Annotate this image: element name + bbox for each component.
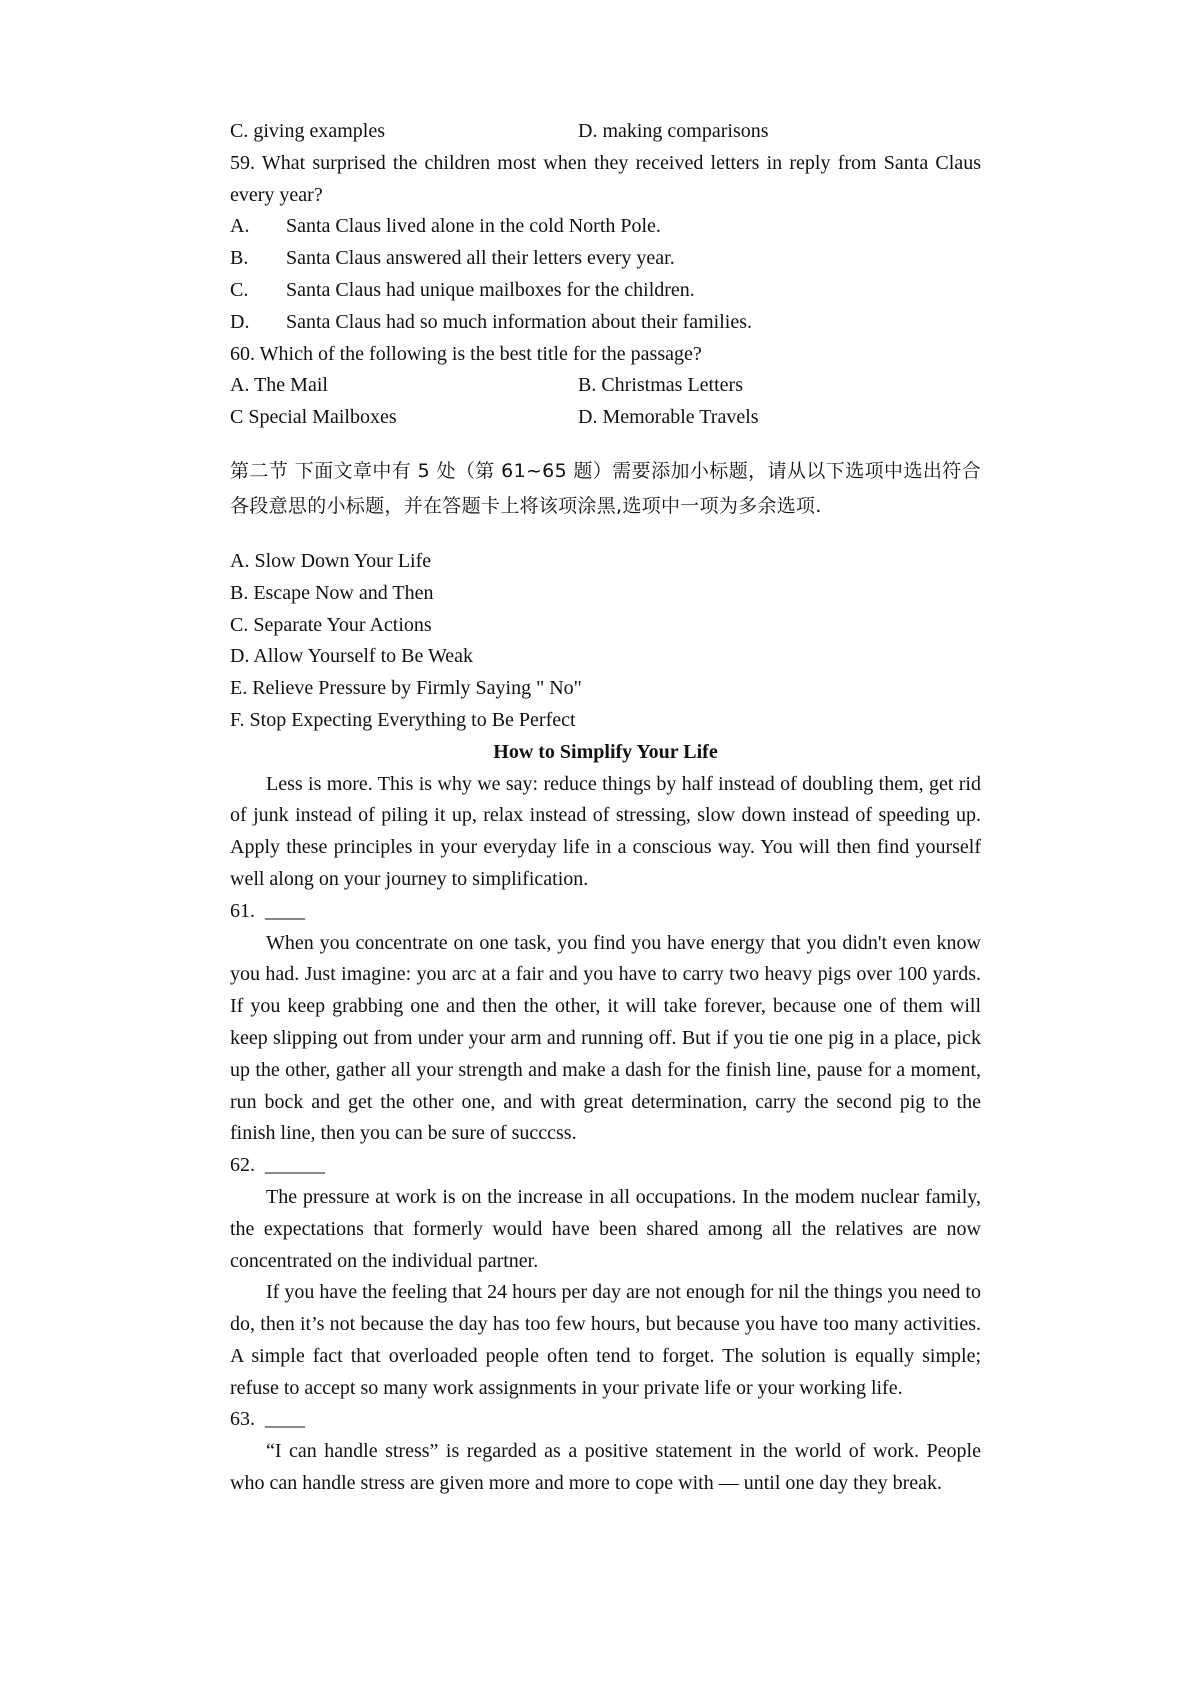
q61-number: 61. bbox=[230, 899, 255, 922]
q58-option-c: C. giving examples bbox=[230, 120, 385, 142]
choice-f: F. Stop Expecting Everything to Be Perfect bbox=[230, 708, 576, 731]
exam-page bbox=[230, 116, 981, 1500]
passage-title: How to Simplify Your Life bbox=[493, 740, 718, 763]
paragraph-62a: The pressure at work is on the increase in all occupations. In the modem nuclear family, the expectations that formerly would have been shared among all the relatives are now concentrated on the individual partner. bbox=[230, 1185, 981, 1272]
spacer bbox=[230, 524, 981, 546]
q60-stem: 60. Which of the following is the best title for the passage? bbox=[230, 342, 702, 365]
q58-options-tail bbox=[230, 116, 981, 148]
choice-c: C. Separate Your Actions bbox=[230, 613, 432, 636]
q63-blank: ____ bbox=[265, 1408, 305, 1431]
paragraph-62b: If you have the feeling that 24 hours per day are not enough for nil the things you need to do, then it’s not because the day has too few hours, but because you have too many activities. A simple fact that overloaded people often tend to forget. The solution is equally simple; refuse to accept so many work assignments in your private life or your working life. bbox=[230, 1281, 981, 1399]
q63-number: 63. bbox=[230, 1408, 255, 1431]
q62-blank-line bbox=[230, 1150, 981, 1182]
q62-number: 62. bbox=[230, 1154, 255, 1177]
q59-stem: 59. What surprised the children most when they received letters in reply from Santa Claus every year? bbox=[230, 151, 981, 206]
q58-option-d: D. making comparisons bbox=[578, 120, 769, 142]
choice-a: A. Slow Down Your Life bbox=[230, 549, 432, 572]
q60-option-c: C Special Mailboxes bbox=[230, 406, 397, 429]
q61-blank: ____ bbox=[265, 899, 305, 922]
q59-option-b: B. Santa Claus answered all their letters every year. bbox=[230, 247, 675, 270]
q60-options-row-2 bbox=[230, 402, 981, 434]
q59-option-a: A. Santa Claus lived alone in the cold North Pole. bbox=[230, 215, 661, 238]
paragraph-63: “I can handle stress” is regarded as a positive statement in the world of work. People who can handle stress are given more and more to cope with — until one day they break. bbox=[230, 1440, 981, 1495]
choice-b: B. Escape Now and Then bbox=[230, 581, 434, 604]
section2-instructions: 第二节 下面文章中有 5 处（第 61~65 题）需要添加小标题，请从以下选项中选出符合各段意思的小标题，并在答题卡上将该项涂黑,选项中一项为多余选项. bbox=[230, 459, 981, 517]
q59-option-d: D. Santa Claus had so much information about their families. bbox=[230, 310, 753, 333]
q61-blank-line bbox=[230, 896, 981, 928]
choice-e: E. Relieve Pressure by Firmly Saying " No" bbox=[230, 677, 582, 700]
q60-option-b: B. Christmas Letters bbox=[578, 374, 743, 397]
q60-option-d: D. Memorable Travels bbox=[578, 406, 759, 429]
q63-blank-line bbox=[230, 1404, 981, 1436]
q60-options-row-1 bbox=[230, 370, 981, 402]
q62-blank: ______ bbox=[265, 1154, 325, 1177]
q59-option-c: C. Santa Claus had unique mailboxes for the children. bbox=[230, 278, 695, 301]
heading-choices bbox=[230, 546, 981, 737]
choice-d: D. Allow Yourself to Be Weak bbox=[230, 645, 474, 668]
passage-intro: Less is more. This is why we say: reduce things by half instead of doubling them, get rid of junk instead of piling it up, relax instead of stressing, slow down instead of speeding up. Apply these principles in your everyday life in a conscious way. You will then find yourself well along on your journey to simplification. bbox=[230, 772, 981, 890]
q60-option-a: A. The Mail bbox=[230, 374, 328, 397]
paragraph-61: When you concentrate on one task, you find you have energy that you didn't even know you had. Just imagine: you arc at a fair and you have to carry two heavy pigs over 100 yards. If you keep grabbing one and then the other, it will take forever, because one of them will keep slipping out from under your arm and running off. But if you tie one pig in a place, pick up the other, gather all your strength and make a dash for the finish line, pause for a moment, run bock and get the other one, and with great determination, carry the second pig to the finish line, then you can be sure of succcss. bbox=[230, 931, 981, 1145]
